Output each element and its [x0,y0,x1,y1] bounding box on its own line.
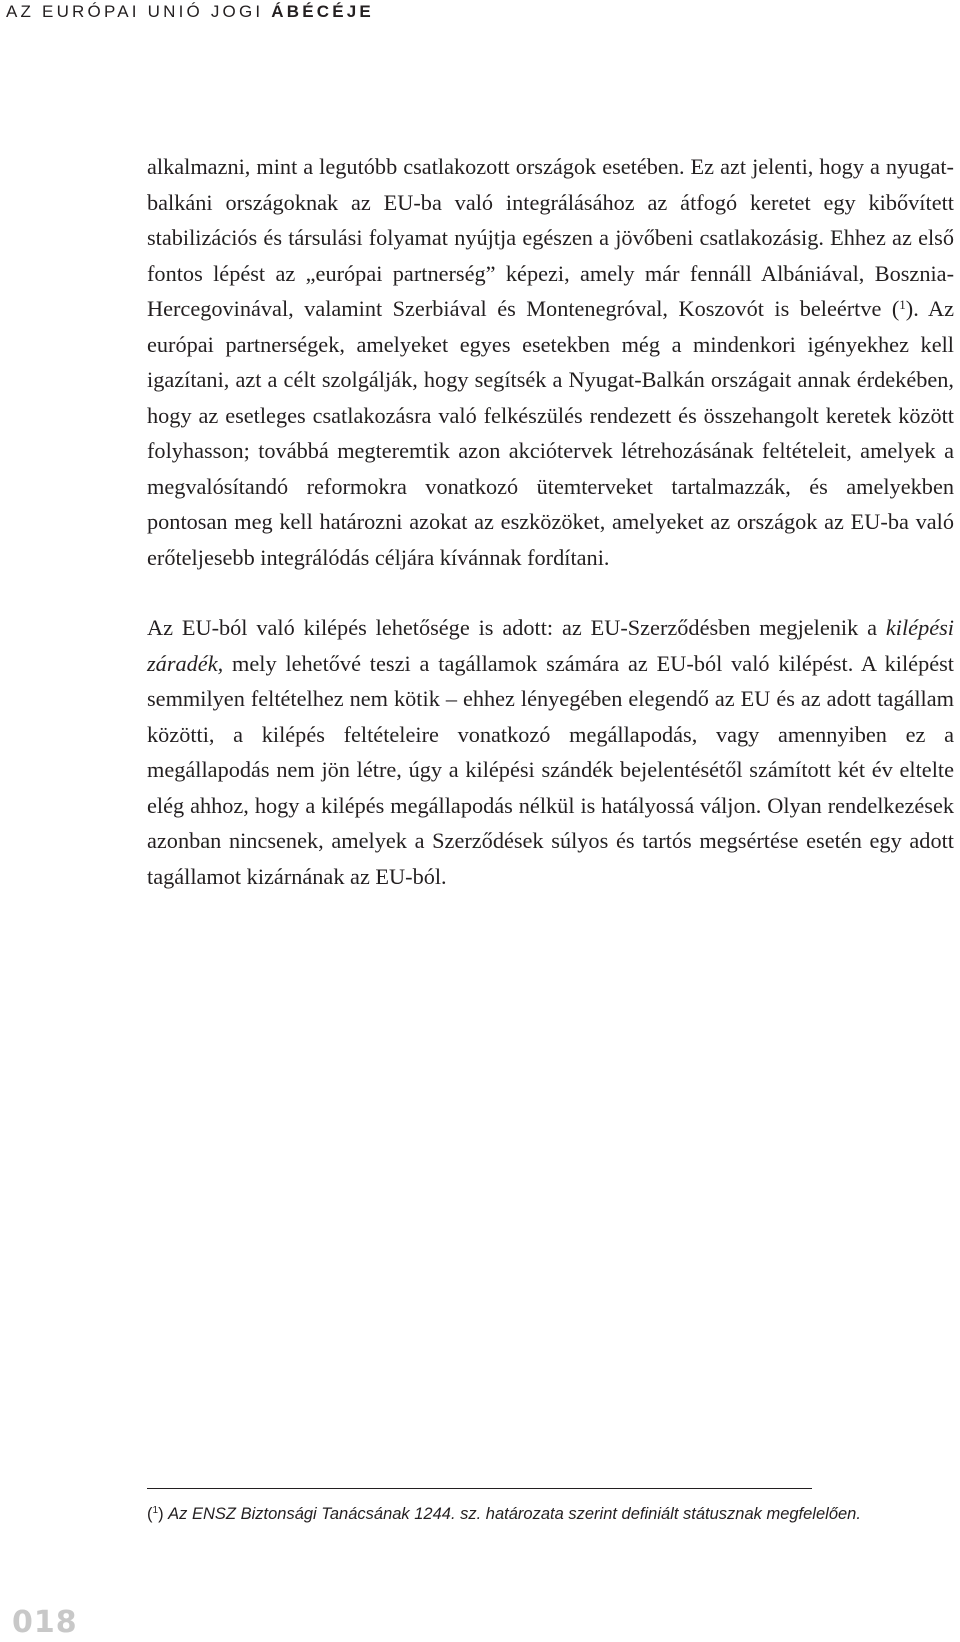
footnote-reference[interactable]: 1 [899,297,906,312]
paragraph-2 [147,610,954,894]
main-text [147,149,954,894]
running-header [6,2,374,22]
footnote-divider [147,1488,812,1489]
paragraph-2-part-2: mely lehetővé teszi a tagállamok számára az EU-ból való kilépést. A kilépést semmilyen feltételhez nem kötik – ehhez lényegében elegendő az EU és az adott tagállam közötti, a kilépés feltételeire vonatkozó megállapodás, vagy amennyiben ez a megállapodás nem jön létre, úgy a kilépési szándék bejelentésétől számított két év eltelte elég ahhoz, hogy a kilépés megállapodás nélkül is hatályossá váljon. Olyan rendelkezések azonban nincsenek, amelyek a Szerződések súlyos és tartós megsértése esetén egy adott tagállamot kizárnának az EU-ból. [147,650,954,889]
paragraph-2-part-1: Az EU-ból való kilépés lehetősége is adott: az EU-Szerződésben megjelenik a [147,615,886,640]
page-number: 018 [12,1605,78,1640]
series-title: AZ EURÓPAI UNIÓ JOGI [6,2,264,21]
footnote-close-paren: ) [158,1505,164,1523]
paragraph-1-part-1: alkalmazni, mint a legutóbb csatlakozott országok esetében. Ez azt jelenti, hogy a nyugat-balkáni országoknak az EU-ba való integrálásához az átfogó keretet egy kibővített stabilizációs és társulási folyamat nyújtja egészen a jövőbeni csatlakozásig. Ehhez az első fontos lépést az „európai partnerség” képezi, amely már fennáll Albániával, Bosznia-Hercegovinával, valamint Szerbiával és Montenegróval, Koszovót is beleértve ( [147,154,954,321]
emphasized-term: kilépési záradék, [147,615,954,676]
series-title-bold: ÁBÉCÉJE [271,2,374,21]
footnote-open-paren: ( [147,1505,153,1523]
paragraph-1 [147,149,954,575]
footnote [147,1503,947,1525]
paragraph-1-part-2: ). Az európai partnerségek, amelyeket egyes esetekben még a mindenkori igényekhez kell igazítani, azt a célt szolgálják, hogy segítsék a Nyugat-Balkán országait annak érdekében, hogy az esetleges csatlakozásra való felkészülés rendezett és összehangolt keretek között folyhasson; továbbá megteremtik azon akciótervek létrehozásának feltételeit, amelyek a megvalósítandó reformokra vonatkozó ütemterveket tartalmazzák, és amelyekben pontosan meg kell határozni azokat az eszközöket, amelyeket az országok az EU-ba való erőteljesebb integrálódás céljára kívánnak fordítani. [147,296,955,570]
footnote-number: 1 [152,1505,159,1516]
footnote-text: Az ENSZ Biztonsági Tanácsának 1244. sz. határozata szerint definiált státusznak megfelelően. [168,1505,861,1523]
